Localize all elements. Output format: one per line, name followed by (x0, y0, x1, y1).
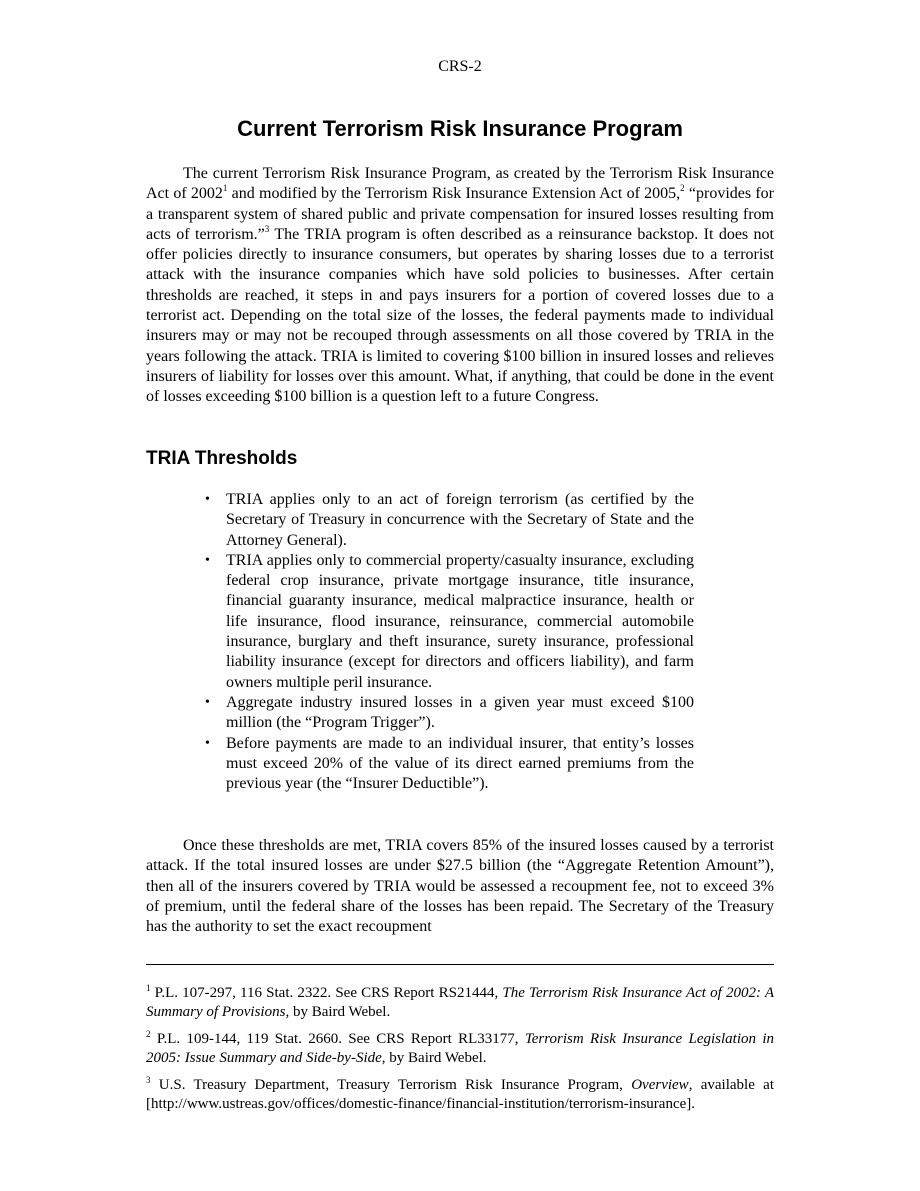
list-item-text: Aggregate industry insured losses in a given year must exceed $100 million (the “Program Trigger”). (226, 693, 694, 732)
list-item (205, 551, 694, 693)
footnote-text: P.L. 109-144, 119 Stat. 2660. See CRS Report RL33177, (150, 1031, 525, 1047)
footnote-report-title: The Terrorism Risk Insurance Act of 2002: A Summary of Provisions (146, 985, 774, 1020)
footnote-number: 2 (146, 1029, 151, 1039)
footnote-2 (146, 1030, 774, 1068)
thresholds-list (205, 490, 694, 794)
footnote-report-title: Overview (631, 1077, 689, 1093)
footnote-ref-3[interactable]: 3 (264, 223, 270, 234)
bullet-icon: • (205, 492, 210, 507)
intro-text-3: “provides for a transparent system of shared public and private compensation for insured losses resulting from acts of terrorism.” (146, 185, 775, 243)
footnote-text: , available at [http://www.ustreas.gov/offices/domestic-finance/financial-institution/terrorism-insurance]. (146, 1077, 774, 1112)
intro-text-4: The TRIA program is often described as a reinsurance backstop. It does not offer policies directly to insurance consumers, but operates by sharing losses due to a terrorist attack with the insurance companies which have sold policies to businesses. After certain thresholds are reached, it steps in and pays insurers for a portion of covered losses due to a terrorist act. Depending on the total size of the losses, the federal payments made to individual insurers may or may not be recouped through assessments on all those covered by TRIA in the years following the attack. TRIA is limited to covering $100 billion in insured losses and relieves insurers of liability for losses over this amount. What, if anything, that could be done in the event of losses exceeding $100 billion is a question left to a future Congress. (146, 225, 774, 406)
list-item (205, 490, 694, 551)
list-item (205, 693, 694, 734)
bullet-icon: • (205, 694, 210, 710)
footnote-divider (146, 964, 774, 965)
list-item (205, 734, 694, 795)
footnote-ref-1[interactable]: 1 (222, 183, 228, 194)
footnote-report-title: Terrorism Risk Insurance Legislation in 2005: Issue Summary and Side-by-Side (146, 1031, 774, 1066)
page-number: CRS-2 (438, 58, 482, 75)
bullet-icon: • (205, 552, 210, 568)
footnote-text: P.L. 107-297, 116 Stat. 2322. See CRS Report RS21444, (150, 985, 503, 1001)
footnote-3 (146, 1076, 774, 1114)
footnote-number: 1 (146, 983, 151, 993)
footnote-text: U.S. Treasury Department, Treasury Terrorism Risk Insurance Program, (150, 1077, 632, 1093)
thresholds-heading: TRIA Thresholds (146, 448, 298, 469)
list-item-text: Before payments are made to an individual insurer, that entity’s losses must exceed 20% of the value of its direct earned premiums from the previous year (the “Insurer Deductible”). (226, 734, 694, 793)
footnote-text: , by Baird Webel. (381, 1050, 487, 1066)
bullet-icon: • (205, 735, 210, 751)
list-item-text: TRIA applies only to an act of foreign terrorism (as certified by the Secretary of Treasury in concurrence with the Secretary of State and the Attorney General). (226, 491, 694, 549)
intro-text-2: and modified by the Terrorism Risk Insurance Extension Act of 2005, (227, 185, 681, 203)
footnote-number: 3 (146, 1075, 151, 1085)
list-item-text: TRIA applies only to commercial property/casualty insurance, excluding federal crop insurance, private mortgage insurance, title insurance, financial guaranty insurance, medical malpractice insurance, health or life insurance, flood insurance, reinsurance, commercial automobile insurance, burglary and theft insurance, surety insurance, professional liability insurance (except for directors and officers liability), and farm owners multiple peril insurance. (226, 551, 694, 691)
intro-text-1: The current Terrorism Risk Insurance Program, as created by the Terrorism Risk Insurance Act of 2002 (146, 165, 774, 203)
footnote-1 (146, 984, 774, 1022)
intro-paragraph (146, 164, 774, 408)
footnote-text: , by Baird Webel. (285, 1004, 391, 1020)
section-title: Current Terrorism Risk Insurance Program (237, 116, 683, 141)
footnote-ref-2[interactable]: 2 (680, 183, 685, 194)
body-paragraph: Once these thresholds are met, TRIA covers 85% of the insured losses caused by a terrorist attack. If the total insured losses are under $27.5 billion (the “Aggregate Retention Amount”), then all of the insurers covered by TRIA would be assessed a recoupment fee, not to exceed 3% of premium, until the federal share of the losses has been repaid. The Secretary of the Treasury has the authority to set the exact recoupment (146, 837, 774, 936)
